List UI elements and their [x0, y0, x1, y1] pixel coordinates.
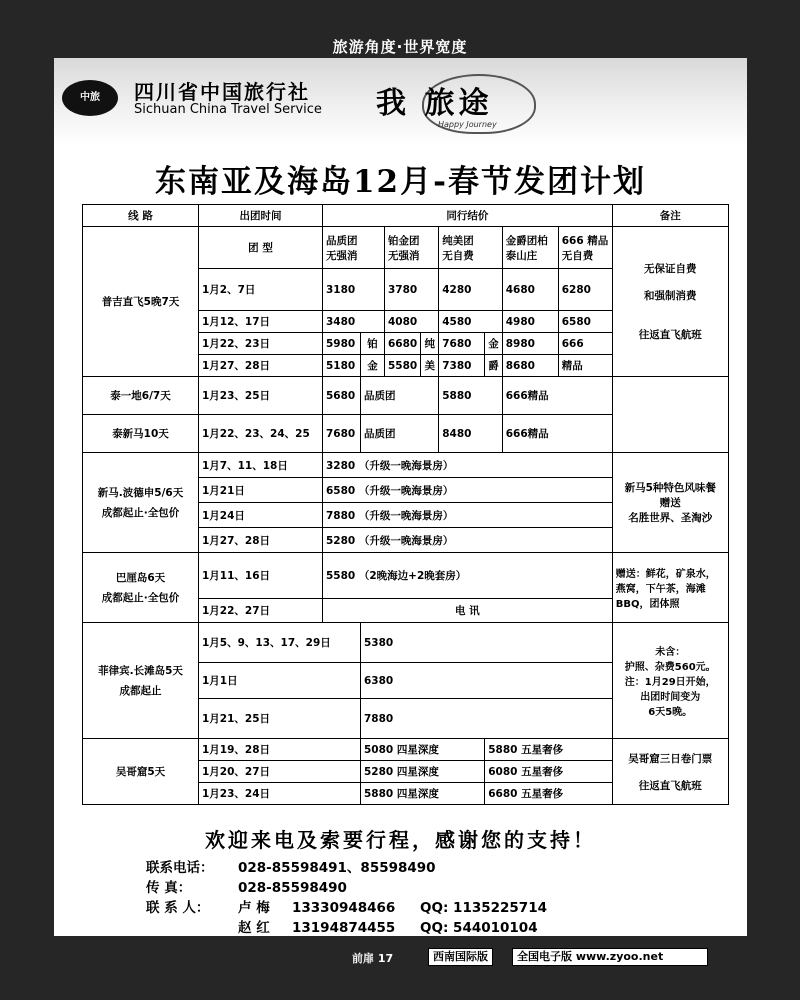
date-cell: 1月12、17日 [199, 311, 323, 333]
date-cell: 1月27、28日 [199, 355, 323, 377]
price-cell: 7680 [439, 333, 485, 355]
price-cell: 5680 [323, 377, 361, 415]
phone-number: 028-85598491、85598490 [238, 860, 436, 876]
tier-label: 品质团 [361, 377, 439, 415]
tier-1: 品质团 无强消 [323, 227, 385, 269]
page-number: 前扉 17 [352, 952, 394, 965]
tier-label: 品质团 [361, 415, 439, 453]
price-cell: 5580 [385, 355, 421, 377]
price-cell: 4580 [439, 311, 503, 333]
contact-line-2 [146, 916, 538, 936]
brand-tagline: Happy Journey [438, 120, 497, 129]
date-cell: 1月5、9、13、17、29日 [199, 623, 361, 663]
price-cell: 6680 [385, 333, 421, 355]
notes-bali: 赠送：鲜花，矿泉水， 燕窝，下午茶，海滩 BBQ，团体照 [612, 553, 728, 623]
schedule-table [82, 204, 729, 805]
route-bali: 巴厘岛6天 成都起止·全包价 [83, 553, 199, 623]
price-cell: 3480 [323, 311, 385, 333]
price-cell: 6380 [361, 663, 613, 699]
tier-char: 纯 [421, 333, 439, 355]
tier-label: 666精品 [502, 415, 612, 453]
price-cell: 7880 [361, 699, 613, 739]
contact-phone: 13194874455 [292, 920, 396, 936]
route-thailand: 泰一地6/7天 [83, 377, 199, 415]
header-date: 出团时间 [199, 205, 323, 227]
header-band [54, 58, 747, 146]
price-cell: 8680 [502, 355, 558, 377]
price-cell: 5180 [323, 355, 361, 377]
tier-char: 金 [485, 333, 503, 355]
price-cell: 4080 [385, 311, 439, 333]
price-cell: 6280 [558, 269, 612, 311]
route-angkor: 吴哥窟5天 [83, 739, 199, 805]
company-name-en: Sichuan China Travel Service [134, 102, 322, 117]
table-row [83, 377, 729, 415]
table-row [83, 553, 729, 599]
notes-empty [612, 377, 728, 453]
route-thai-sg-my: 泰新马10天 [83, 415, 199, 453]
tier-char: 爵 [485, 355, 503, 377]
date-cell: 1月21、25日 [199, 699, 361, 739]
contact-name: 赵 红 [238, 920, 270, 936]
date-cell: 1月19、28日 [199, 739, 361, 761]
price-cell: 6580 [558, 311, 612, 333]
tier-char: 金 [361, 355, 385, 377]
brand-logo: 我 旅途 [376, 86, 493, 121]
page-title: 东南亚及海岛12月-春节发团计划 [154, 164, 646, 200]
price-cell: 电 讯 [323, 599, 613, 623]
price-cell: 7880 （升级一晚海景房） [323, 503, 613, 528]
route-sg-my: 新马.波德申5/6天 成都起止·全包价 [83, 453, 199, 553]
table-row [83, 623, 729, 663]
price-cell: 5280 四星深度 [361, 761, 485, 783]
date-cell: 1月22、23、24、25 [199, 415, 323, 453]
date-cell: 1月22、27日 [199, 599, 323, 623]
tier-type-label: 团 型 [199, 227, 323, 269]
price-cell: 5580 （2晚海边+2晚套房） [323, 553, 613, 599]
price-cell: 4980 [502, 311, 558, 333]
tier-4: 金爵团柏 泰山庄 [502, 227, 558, 269]
header-route: 线 路 [83, 205, 199, 227]
tier-2: 铂金团 无强消 [385, 227, 439, 269]
price-cell: 4680 [502, 269, 558, 311]
tier-3: 纯美团 无自费 [439, 227, 503, 269]
price-cell: 3780 [385, 269, 439, 311]
price-cell: 5880 [439, 377, 503, 415]
price-cell: 6580 （升级一晚海景房） [323, 478, 613, 503]
company-name-cn: 四川省中国旅行社 [134, 80, 310, 104]
contact-qq: QQ: 1135225714 [420, 900, 547, 916]
tier-char: 美 [421, 355, 439, 377]
date-cell: 1月1日 [199, 663, 361, 699]
price-cell: 7680 [323, 415, 361, 453]
tier-char: 铂 [361, 333, 385, 355]
phone-line: 联系电话： 028-85598491、85598490 [146, 856, 436, 876]
cts-logo: 中旅 [62, 80, 118, 116]
date-cell: 1月2、7日 [199, 269, 323, 311]
fax-line: 传 真： 028-85598490 [146, 880, 347, 896]
tier-char: 666 [558, 333, 612, 355]
date-cell: 1月23、25日 [199, 377, 323, 415]
contact-name: 卢 梅 [238, 900, 270, 916]
table-header-row [83, 205, 729, 227]
price-cell: 7380 [439, 355, 485, 377]
header-notes: 备注 [612, 205, 728, 227]
table-row [83, 227, 729, 269]
price-cell: 3180 [323, 269, 385, 311]
price-cell: 5980 [323, 333, 361, 355]
contact-phone: 13330948466 [292, 900, 396, 916]
bottom-bar [0, 946, 800, 970]
top-slogan: 旅游角度·世界宽度 [332, 38, 468, 56]
price-cell: 5880 五星奢侈 [485, 739, 613, 761]
table-row [83, 739, 729, 761]
notes-philippines: 未含： 护照、杂费560元。 注：1月29日开始， 出团时间变为 6天5晚。 [612, 623, 728, 739]
site-label: 全国电子版 www.zyoo.net [512, 948, 708, 966]
date-cell: 1月20、27日 [199, 761, 361, 783]
price-cell: 6680 五星奢侈 [485, 783, 613, 805]
welcome-message: 欢迎来电及索要行程，感谢您的支持！ [205, 828, 596, 852]
tier-5: 666 精品 无自费 [558, 227, 612, 269]
table-row [83, 453, 729, 478]
notes-phuket: 无保证自费 和强制消费 往返直飞航班 [612, 227, 728, 377]
price-cell: 3280 （升级一晚海景房） [323, 453, 613, 478]
route-phuket: 普吉直飞5晚7天 [83, 227, 199, 377]
date-cell: 1月22、23日 [199, 333, 323, 355]
price-cell: 5080 四星深度 [361, 739, 485, 761]
date-cell: 1月11、16日 [199, 553, 323, 599]
ad-page [54, 58, 747, 936]
edition-label: 西南国际版 [428, 948, 493, 966]
price-cell: 8480 [439, 415, 503, 453]
price-cell: 5880 四星深度 [361, 783, 485, 805]
date-cell: 1月27、28日 [199, 528, 323, 553]
contact-line-1: 联 系 人： 卢 梅 13330948466 QQ: 1135225714 [146, 896, 547, 916]
notes-sg-my: 新马5种特色风味餐 赠送 名胜世界、圣淘沙 [612, 453, 728, 553]
fax-number: 028-85598490 [238, 880, 347, 896]
date-cell: 1月7、11、18日 [199, 453, 323, 478]
contact-qq: QQ: 544010104 [420, 920, 538, 936]
price-cell: 5380 [361, 623, 613, 663]
date-cell: 1月23、24日 [199, 783, 361, 805]
route-philippines: 菲律宾.长滩岛5天 成都起止 [83, 623, 199, 739]
header-price: 同行结价 [323, 205, 613, 227]
price-cell: 6080 五星奢侈 [485, 761, 613, 783]
date-cell: 1月24日 [199, 503, 323, 528]
tier-char: 精品 [558, 355, 612, 377]
price-cell: 8980 [502, 333, 558, 355]
price-cell: 5280 （升级一晚海景房） [323, 528, 613, 553]
price-cell: 4280 [439, 269, 503, 311]
tier-label: 666精品 [502, 377, 612, 415]
date-cell: 1月21日 [199, 478, 323, 503]
notes-angkor: 吴哥窟三日卷门票 往返直飞航班 [612, 739, 728, 805]
